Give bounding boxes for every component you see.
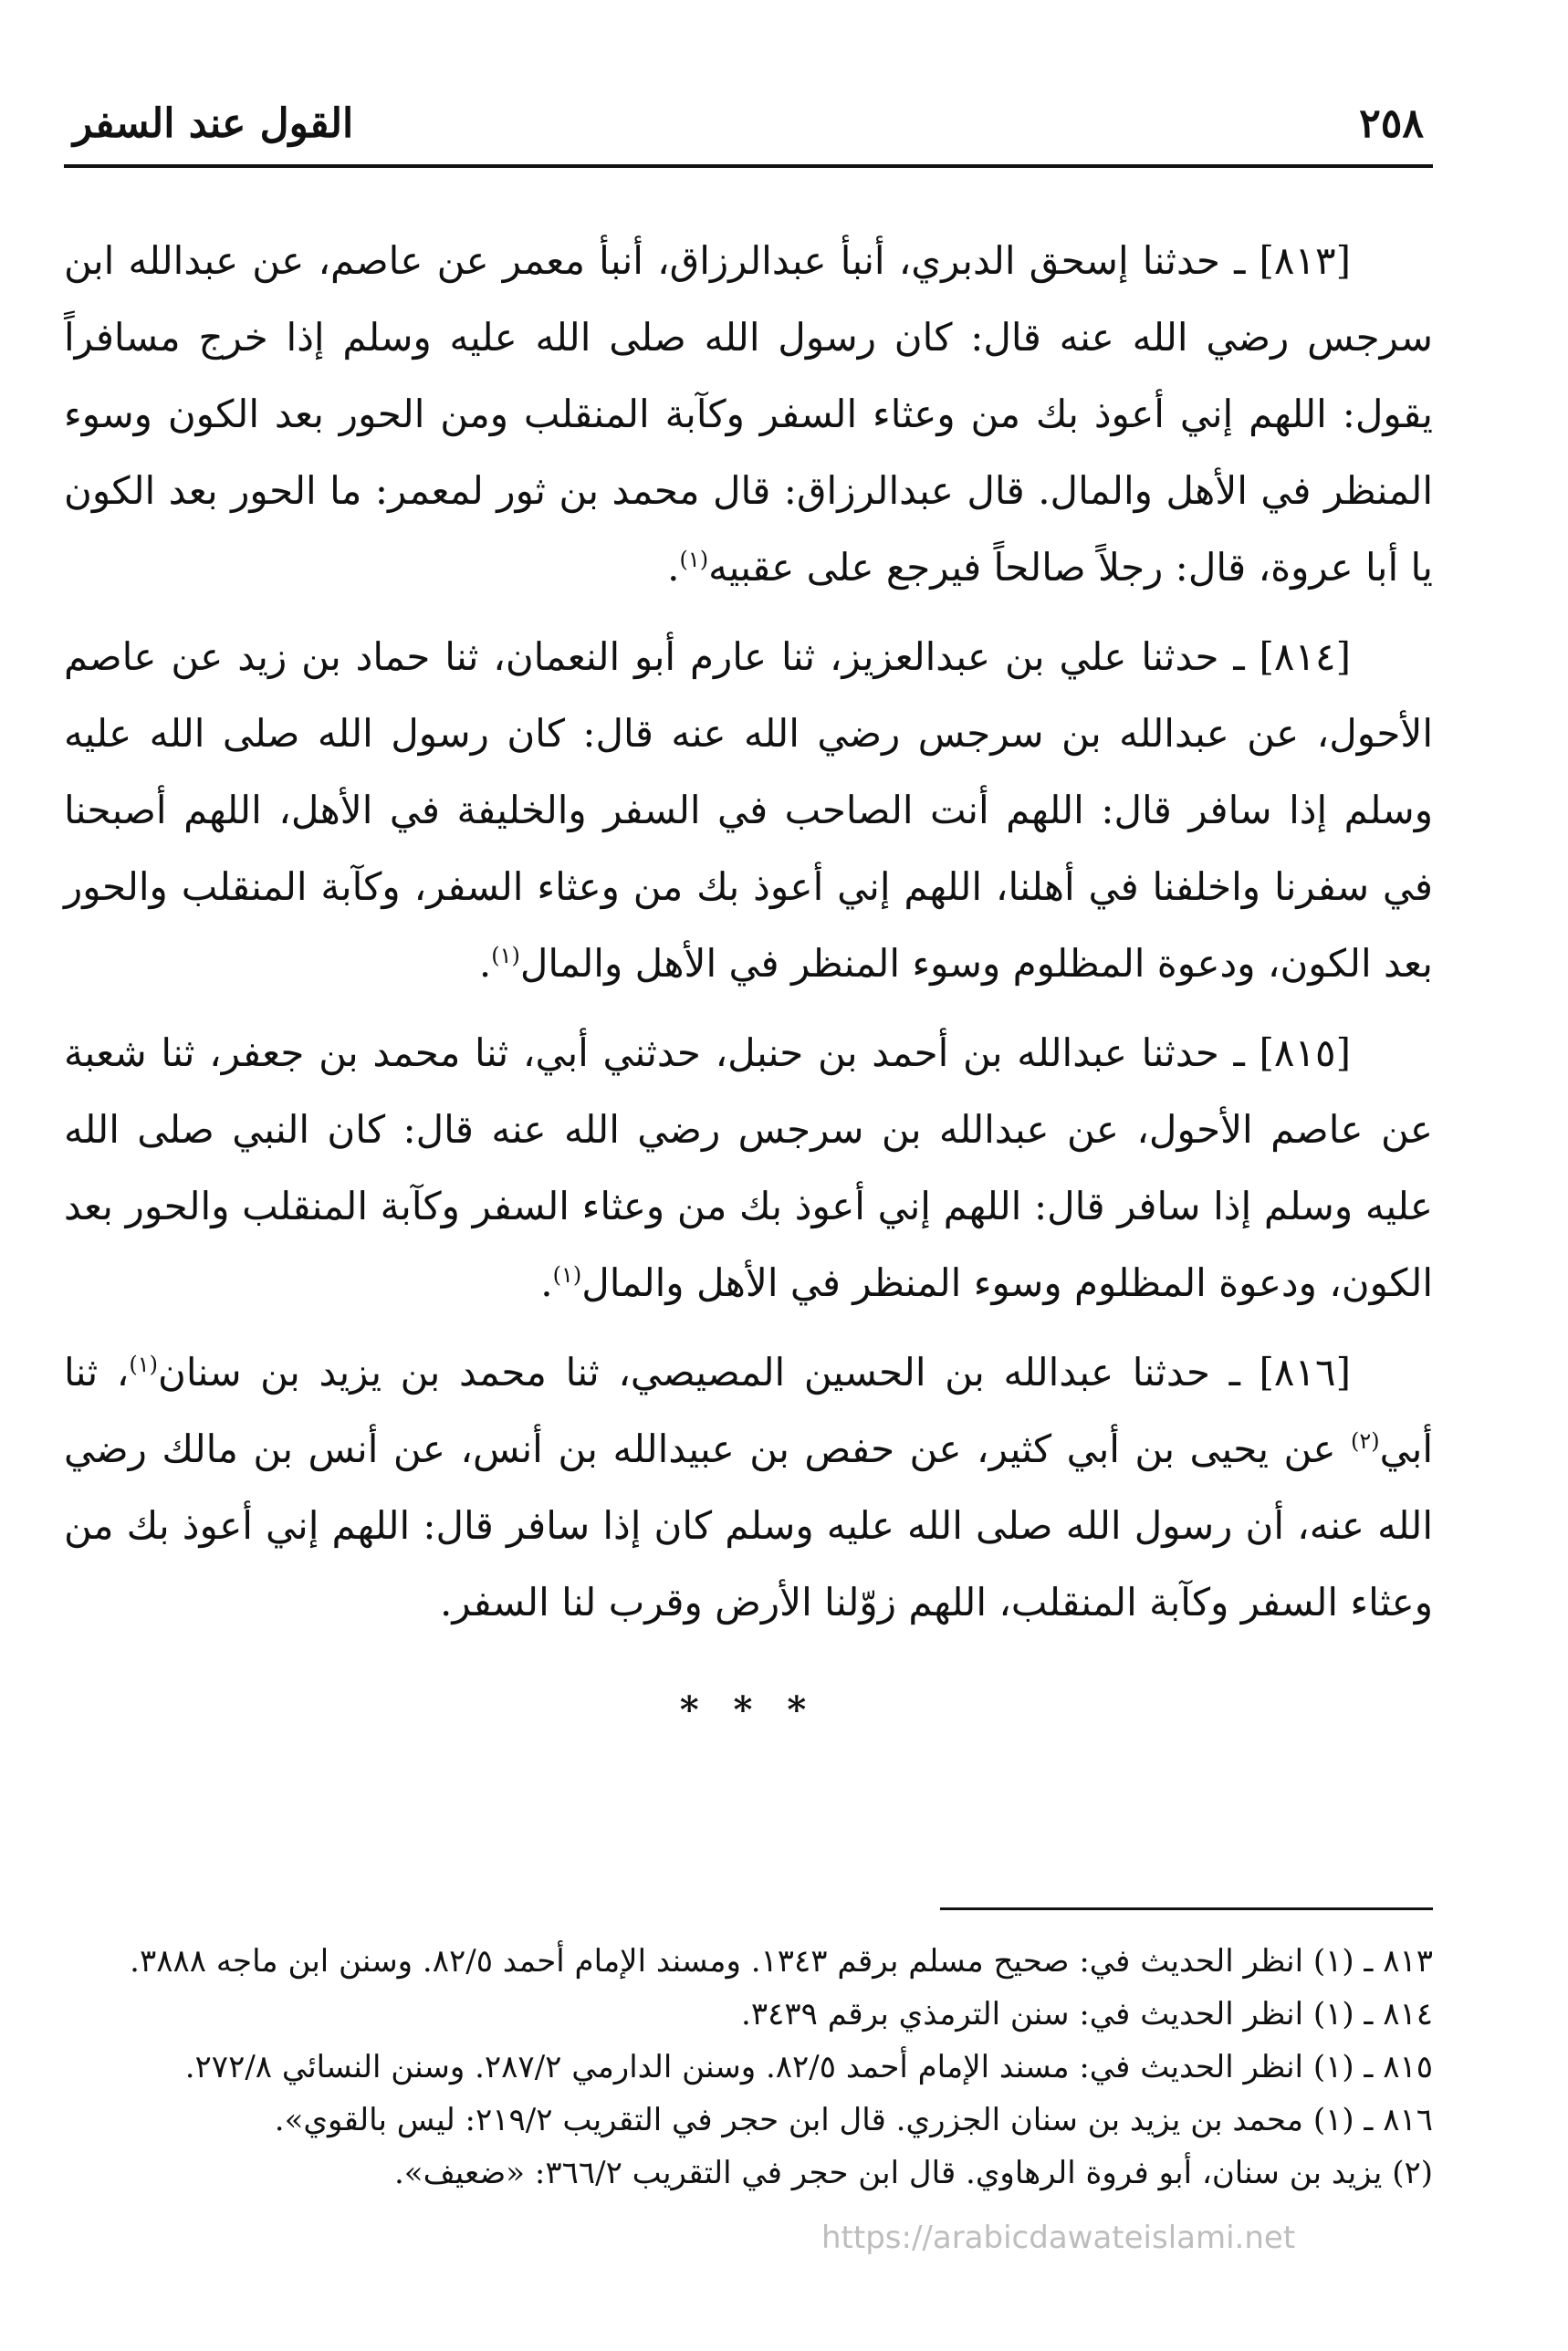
book-page	[64, 100, 1433, 2291]
chapter-title: القول عند السفر	[73, 100, 354, 147]
watermark: https://arabicdawateislami.net	[821, 2220, 1296, 2256]
page-number: ٢٥٨	[1359, 100, 1424, 147]
footnote-813: ٨١٣ ـ (١) انظر الحديث في: صحيح مسلم برقم ١٣٤٣. ومسند الإمام أحمد ٨٢/٥. وسنن ابن ماجه ٣٨٨٨.	[130, 1943, 1433, 1980]
hadith-814: [٨١٤] ـ حدثنا علي بن عبدالعزيز، ثنا عارم أبو النعمان، ثنا حماد بن زيد عن عاصم الأحول، عن عبدالله بن سرجس رضي الله عنه قال: كان رسول الله صلى الله عليه وسلم إذا سافر قال: اللهم أنت الصاحب في السفر والخليفة في الأهل، اللهم أصبحنا في سفرنا واخلفنا في أهلنا، اللهم إني أعوذ بك من وعثاء السفر، وكآبة المنقلب والحور بعد الكون، ودعوة المظلوم وسوء المنظر في الأهل والمال$^{(١)}$.	[64, 634, 1433, 986]
footnote-814: ٨١٤ ـ (١) انظر الحديث في: سنن الترمذي برقم ٣٤٣٩.	[741, 1996, 1433, 2032]
footnote-816-1: ٨١٦ ـ (١) محمد بن يزيد بن سنان الجزري. قال ابن حجر في التقريب ٢١٩/٢: ليس بالقوي».	[274, 2102, 1433, 2138]
page-header	[64, 100, 1433, 168]
hadith-816: [٨١٦] ـ حدثنا عبدالله بن الحسين المصيصي، ثنا محمد بن يزيد بن سنان$^{(١)}$، ثنا أبي$^{(٢)}$ عن يحيى بن أبي كثير، عن حفص بن عبيدالله بن أنس، عن أنس بن مالك رضي الله عنه، أن رسول الله صلى الله عليه وسلم كان إذا سافر قال: اللهم إني أعوذ بك من وعثاء السفر وكآبة المنقلب، اللهم زوّلنا الأرض وقرب لنا السفر.	[64, 1350, 1433, 1625]
footnotes	[64, 1935, 1433, 2199]
main-text	[64, 223, 1433, 1749]
footnote-815: ٨١٥ ـ (١) انظر الحديث في: مسند الإمام أحمد ٨٢/٥. وسنن الدارمي ٢٨٧/٢. وسنن النسائي ٢٧٢/٨.	[184, 2049, 1433, 2085]
hadith-815: [٨١٥] ـ حدثنا عبدالله بن أحمد بن حنبل، حدثني أبي، ثنا محمد بن جعفر، ثنا شعبة عن عاصم الأحول، عن عبدالله بن سرجس رضي الله عنه قال: كان النبي صلى الله عليه وسلم إذا سافر قال: اللهم إني أعوذ بك من وعثاء السفر وكآبة المنقلب والحور بعد الكون، ودعوة المظلوم وسوء المنظر في الأهل والمال$^{(١)}$.	[64, 1030, 1433, 1305]
section-separator: * * *	[679, 1688, 818, 1731]
footnote-ref: (٢)	[1350, 1428, 1380, 1454]
footnote-ref: (١)	[491, 943, 520, 968]
footnote-ref: (١)	[679, 547, 709, 572]
hadith-813: [٨١٣] ـ حدثنا إسحق الدبري، أنبأ عبدالرزاق، أنبأ معمر عن عاصم، عن عبدالله ابن سرجس رضي الله عنه قال: كان رسول الله صلى الله عليه وسلم إذا خرج مسافراً يقول: اللهم إني أعوذ بك من وعثاء السفر وكآبة المنقلب ومن الحور بعد الكون وسوء المنظر في الأهل والمال. قال عبدالرزاق: قال محمد بن ثور لمعمر: ما الحور بعد الكون يا أبا عروة، قال: رجلاً صالحاً فيرجع على عقبيه$^{(١)}$.	[64, 238, 1433, 590]
footnote-ref: (١)	[129, 1352, 158, 1377]
footnote-ref: (١)	[552, 1262, 582, 1288]
footnote-divider	[940, 1907, 1433, 1910]
footnote-816-2: (٢) يزيد بن سنان، أبو فروة الرهاوي. قال ابن حجر في التقريب ٣٦٦/٢: «ضعيف».	[393, 2155, 1433, 2191]
